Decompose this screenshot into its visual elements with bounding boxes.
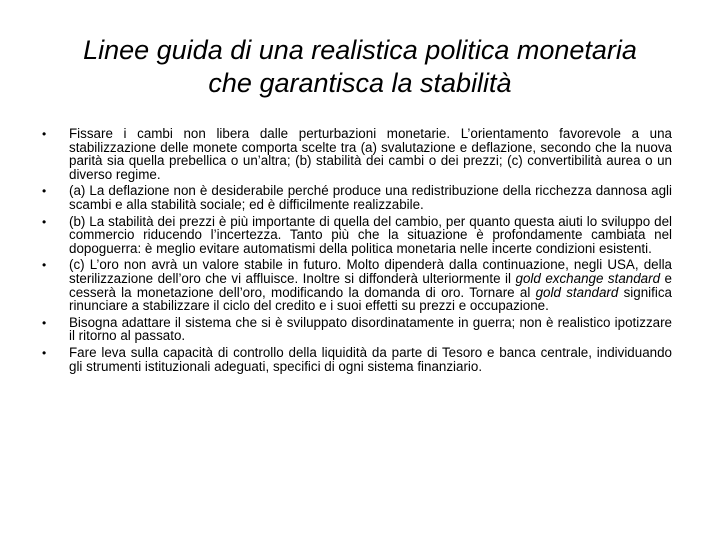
bullet-text: (a) La deflazione non è desiderabile perché produce una redistribuzione della ricchezza dannosa agli scambi e alla stabilità sociale; ed è difficilmente realizzabile. (69, 183, 672, 212)
bullet-marker: • (42, 214, 47, 229)
bullet-text: Fissare i cambi non libera dalle perturbazioni monetarie. L’orientamento favorevole a una stabilizzazione delle monete comporta scelte tra (a) svalutazione e deflazione, secondo che la nuova parità sia quella prebellica o un’altra; (b) stabilità dei cambi o dei prezzi; (c) convertibilità aurea o un diverso regime. (69, 126, 672, 182)
bullet-marker: • (42, 345, 47, 360)
bullet-item-1 (42, 127, 672, 181)
bullet-item-6 (42, 346, 672, 373)
title-line-1: Linee guida di una realistica politica monetaria (83, 35, 637, 65)
bullet-item-5 (42, 316, 672, 343)
title-line-2: che garantisca la stabilità (208, 68, 512, 98)
bullet-text-part: (c) L’oro non avrà un valore stabile in futuro. Molto dipenderà dalla continuazione, negli USA, della sterilizzazione dell’oro che vi affluisce. Inoltre si diffonderà ulteriormente il (69, 257, 672, 286)
bullet-text: Bisogna adattare il sistema che si è sviluppato disordinatamente in guerra; non è realistico ipotizzare il ritorno al passato. (69, 314, 672, 344)
bullet-text (69, 258, 672, 312)
bullet-marker: • (42, 127, 47, 141)
bullet-text-emphasis: gold exchange standard (515, 270, 661, 286)
bullet-text: Fare leva sulla capacità di controllo della liquidità da parte di Tesoro e banca centrale, individuando gli strumenti istituzionali adeguati, specifici di ogni sistema finanziario. (69, 344, 672, 374)
bullet-item-2 (42, 184, 672, 211)
bullet-text-emphasis: gold standard (535, 284, 619, 300)
bullet-list (42, 127, 672, 376)
bullet-text-part: significa rinunciare a stabilizzare il ciclo del credito e i suoi effetti su prezzi e occupazione. (69, 284, 672, 314)
bullet-marker: • (42, 315, 47, 330)
bullet-marker: • (42, 258, 47, 273)
bullet-marker: • (42, 184, 47, 199)
bullet-item-4 (42, 258, 672, 312)
bullet-item-3 (42, 215, 672, 256)
slide-title (30, 34, 690, 100)
bullet-text-part: e cesserà la monetazione dell’oro, modificando la domanda di oro. Tornare al (69, 270, 673, 300)
bullet-text: (b) La stabilità dei prezzi è più importante di quella del cambio, per quanto questa aiuti lo sviluppo del commercio riducendo l’incertezza. Tanto più che la situazione è profondamente cambiata nel dopoguerra: è meglio evitare automatismi della politica monetaria nelle incerte condizioni esistenti. (69, 213, 672, 256)
